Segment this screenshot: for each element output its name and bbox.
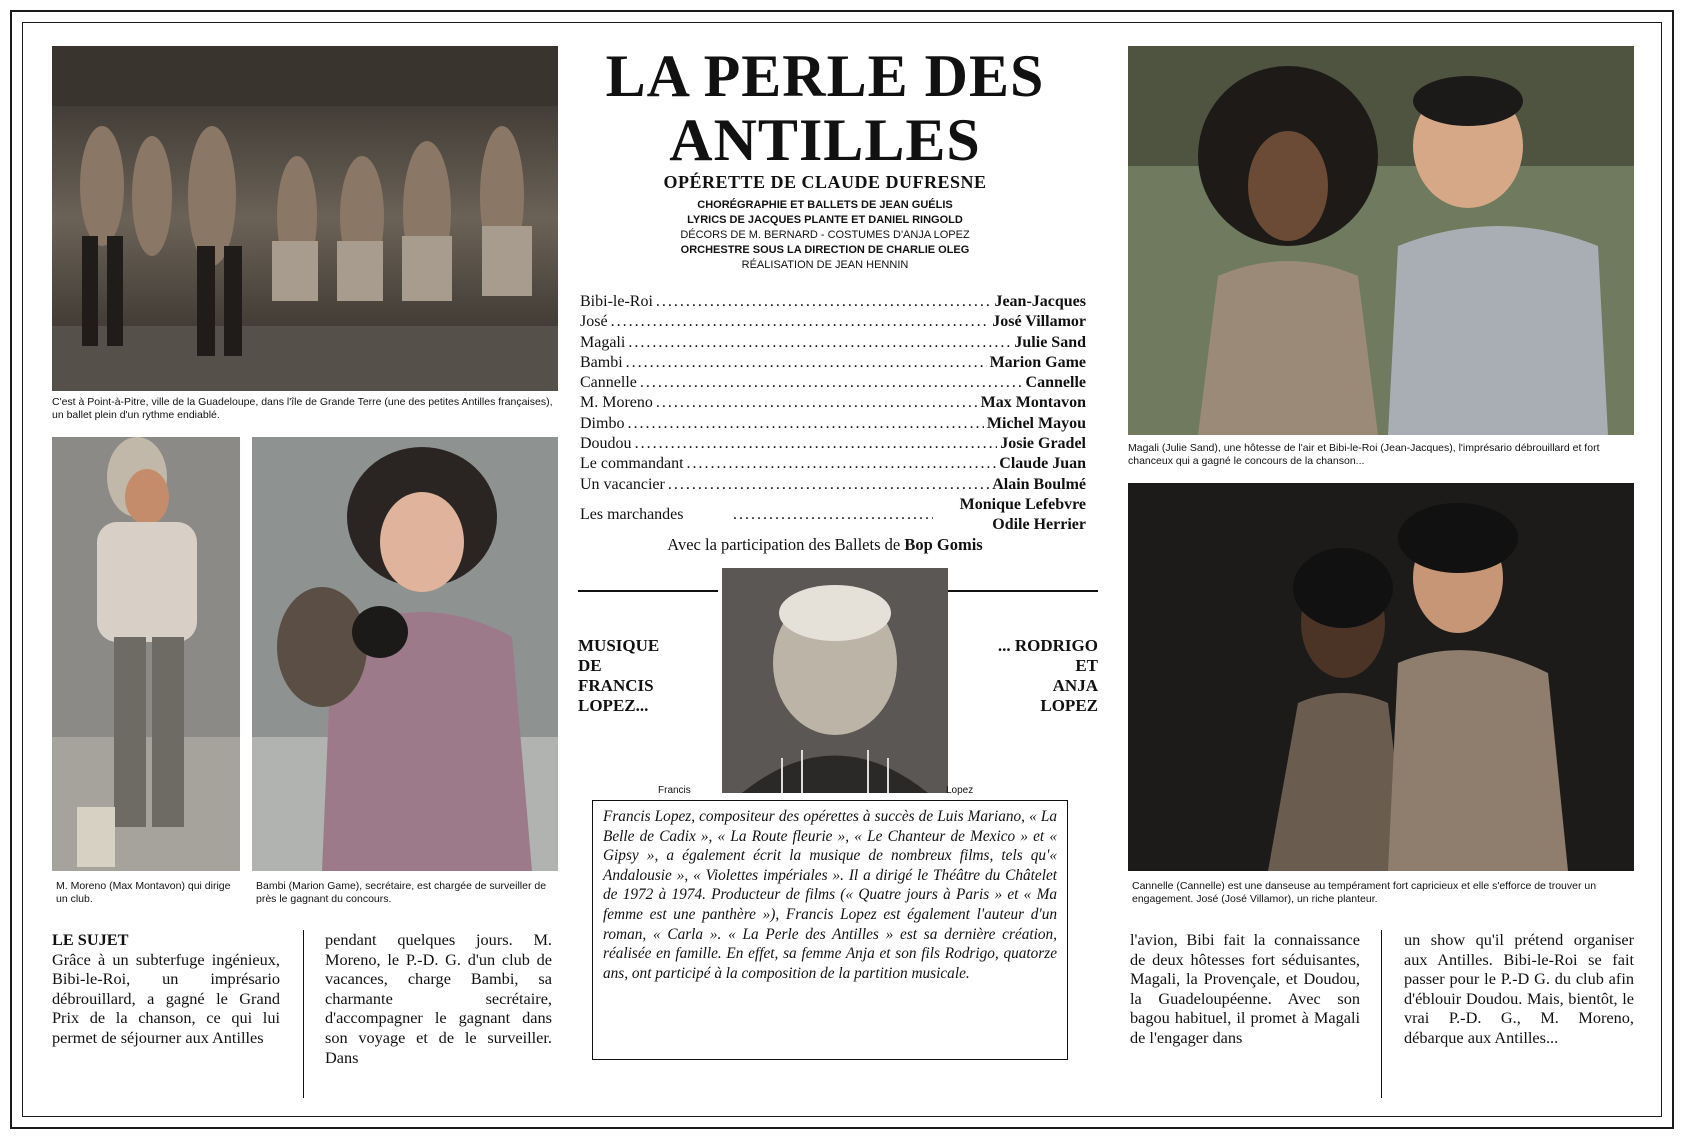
participation-line: Avec la participation des Ballets de Bop Gomis (667, 535, 983, 554)
photo-ballet (52, 46, 558, 391)
cast-row: Cannelle ..... Cannelle (580, 373, 1086, 393)
rodrigo-heading: ... RODRIGO ET ANJA LOPEZ (997, 636, 1098, 715)
cast-row: Le commandant ..... Claude Juan (580, 454, 1086, 474)
cast-row: M. Moreno ..... Max Montavon (580, 393, 1086, 413)
bio-box: Francis Lopez, compositeur des opérettes à succès de Luis Mariano, « La Belle de Cadix », « La Route fleurie », « Le Chanteur de Mexico » et « Gipsy », a également écrit la musique de nombreux films, tels qu'« Andalousie », « Violettes impériales ». Il a dirigé le Théâtre du Châtelet de 1972 à 1974. Producteur de films (« Quatre jours à Paris » et « Ma femme est une panthère »), Francis Lopez est également l'auteur d'un roman, « Carla ». « La Perle des Antilles » est sa dernière création, réalisée en famille. En effet, sa femme Anja et son fils Rodrigo, quatorze ans, ont participé à la composition de la partition musicale. (592, 800, 1068, 1060)
credit-line: RÉALISATION DE JEAN HENNIN (741, 259, 909, 271)
sujet-heading: LE SUJET (52, 930, 129, 949)
photo-magali-bibi (1128, 46, 1634, 435)
credit-line: LYRICS DE JACQUES PLANTE ET DANIEL RINGOLD (687, 214, 963, 226)
cast-row: Doudou ..... Josie Gradel (580, 434, 1086, 454)
credits (560, 198, 1090, 273)
portrait-label-right: Lopez (946, 785, 974, 796)
caption-cannelle: Cannelle (Cannelle) est une danseuse au tempérament fort capricieux et elle s'efforce de trouver un engagement. José (José Villamor), un riche planteur. (1132, 880, 1597, 905)
credit-line: DÉCORS DE M. BERNARD - COSTUMES D'ANJA LOPEZ (680, 229, 970, 241)
cast-row: Bibi-le-Roi ..... Jean-Jacques (580, 292, 1086, 312)
sujet-col-1: LE SUJET Grâce à un subterfuge ingénieux, Bibi-le-Roi, un imprésario débrouillard, a gagné le Grand Prix de la chanson, ce qui lui permet de séjourner aux Antilles (52, 930, 280, 1047)
rule-left (578, 590, 718, 592)
column-rule (1381, 930, 1382, 1098)
cast-row-marchandes: Les marchandes ..... Monique Lefebvre Odile Herrier (580, 495, 1086, 536)
column-rule (303, 930, 304, 1098)
caption-ballet: C'est à Point-à-Pitre, ville de la Guadeloupe, dans l'île de Grande Terre (une des petites Antilles françaises), un ballet plein d'un rythme endiablé. (52, 396, 553, 421)
photo-bambi (252, 437, 558, 871)
caption-magali: Magali (Julie Sand), une hôtesse de l'air et Bibi-le-Roi (Jean-Jacques), l'imprésario débrouillard et fort chanceux qui a gagné le concours de la chanson... (1128, 442, 1600, 467)
sujet-col-2: pendant quelques jours. M. Moreno, le P.-D. G. d'un club de vacances, charge Bambi, sa charmante secrétaire, d'accompagner le gagnant dans son voyage et de le surveiller. Dans (325, 930, 552, 1067)
sujet-col-4: un show qu'il prétend organiser aux Antilles. Bibi-le-Roi se fait passer pour le P.-D G. du club afin d'éblouir Doudou. Mais, bientôt, le vrai P.-D. G., M. Moreno, débarque aux Antilles... (1404, 930, 1634, 1047)
photo-moreno (52, 437, 240, 871)
caption-moreno: M. Moreno (Max Montavon) qui dirige un club. (56, 880, 231, 905)
cast-row: Bambi ..... Marion Game (580, 353, 1086, 373)
photo-cannelle-jose (1128, 483, 1634, 871)
photo-francis-lopez (722, 568, 948, 793)
credit-line: CHORÉGRAPHIE ET BALLETS DE JEAN GUÉLIS (697, 199, 953, 211)
subtitle: OPÉRETTE DE CLAUDE DUFRESNE (663, 172, 987, 192)
portrait-label-left: Francis (658, 785, 691, 796)
cast-list (580, 292, 1086, 536)
page-title: LA PERLE DES ANTILLES (605, 43, 1045, 173)
rule-right (948, 590, 1098, 592)
cast-row: Dimbo ..... Michel Mayou (580, 414, 1086, 434)
sujet-col-3: l'avion, Bibi fait la connaissance de deux hôtesses fort séduisantes, Magali, la Provençale, et Doudou, la Guadeloupéenne. Avec son bagou habituel, il promet à Magali de l'engager dans (1130, 930, 1360, 1047)
cast-row: Magali ..... Julie Sand (580, 333, 1086, 353)
musique-heading: MUSIQUE DE FRANCIS LOPEZ... (578, 636, 660, 715)
cast-row: Un vacancier ..... Alain Boulmé (580, 475, 1086, 495)
caption-bambi: Bambi (Marion Game), secrétaire, est chargée de surveiller de près le gagnant du concours. (256, 880, 547, 905)
cast-row: José ..... José Villamor (580, 312, 1086, 332)
credit-line: ORCHESTRE SOUS LA DIRECTION DE CHARLIE OLEG (680, 244, 970, 256)
